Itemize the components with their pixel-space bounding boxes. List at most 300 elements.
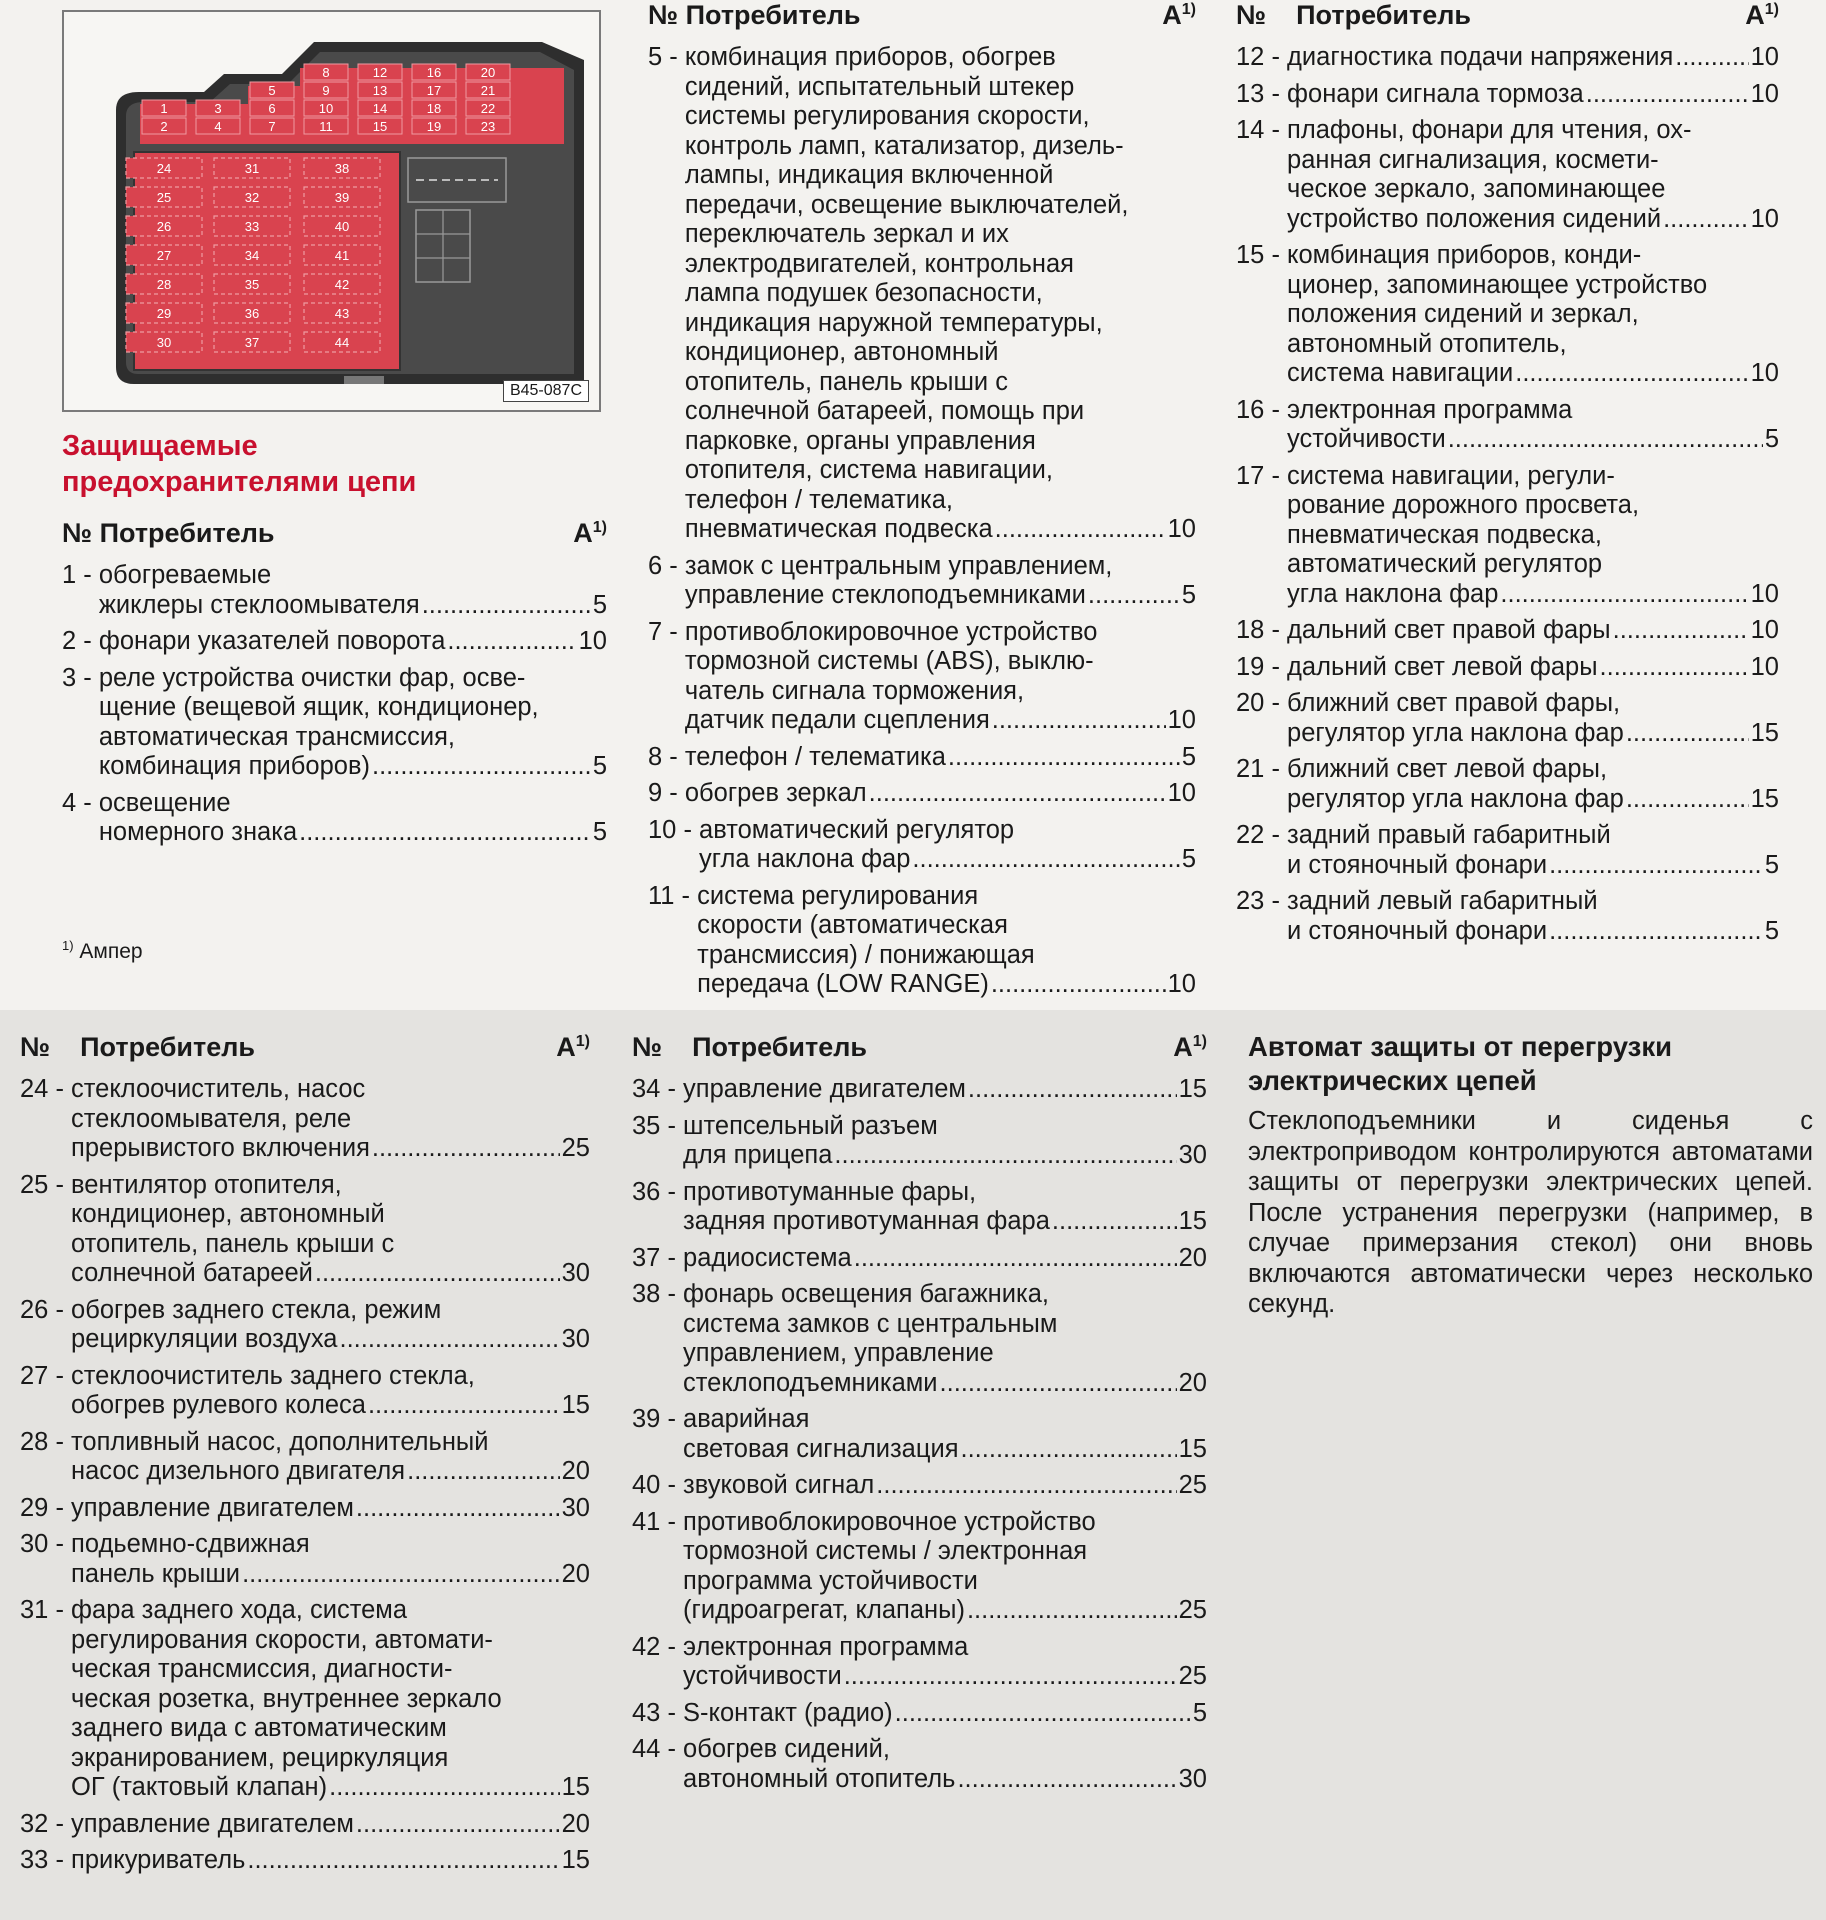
fuse-number-label: 33 [244,219,260,234]
fuse-number: 9 - [648,779,685,807]
fuse-entry [20,1810,590,1840]
fuse-number-label: 34 [244,248,260,263]
fuse-table-col2 [648,0,1196,1007]
fuse-number: 26 - [20,1295,72,1324]
fuse-description-line: жиклеры стеклоомывателя [98,590,420,619]
fuse-number: 27 - [20,1361,72,1390]
fuse-description-line: положения сидений и зеркал, [1287,300,1639,328]
fuse-amperage: 25 [1178,1662,1207,1690]
fuse-table-col4 [20,1032,590,1883]
fuse-entry [20,1075,590,1164]
fuse-number: 19 - [1236,652,1288,681]
fuse-number: 8 - [648,742,685,771]
header-label: № Потребитель [62,518,275,548]
fuse-entry [20,1494,590,1524]
fuse-number: 20 - [1236,689,1288,717]
fuse-description-line: тормозной системы / электронная [683,1537,1088,1565]
dot-leader [422,591,591,621]
fuse-description-line: чатель сигнала торможения, [684,676,1025,705]
header-label: № Потребитель [648,0,861,30]
fuse-amperage: 15 [1750,784,1779,813]
header-amp: $A^{1)}$ [1745,0,1779,30]
fuse-entry [648,882,1196,1000]
fuse-description-line: S-контакт (радио) [683,1698,893,1727]
fuse-entry [1236,462,1779,610]
fuse-description-line: реле устройства очистки фар, осве- [98,663,526,692]
fuse-number-label: 27 [156,248,172,263]
fuse-description-line: панель крыши [71,1559,241,1588]
fuse-description-line: отопителя, система навигации, [684,456,1053,484]
fuse-amperage: 15 [1178,1207,1207,1235]
fuse-table-col3 [1236,0,1779,953]
dot-leader [356,1810,560,1840]
fuse-description-line: прикуриватель [71,1846,246,1874]
fuse-number-label: 17 [426,83,442,98]
fuse-description-line: ческая трансмиссия, диагности- [71,1655,453,1683]
dot-leader [967,1596,1177,1626]
fuse-description-line: сидений, испытательный штекер [684,72,1075,101]
dot-leader [876,1471,1176,1501]
fuse-description-line: автоматическая трансмиссия, [98,722,455,751]
fuse-amperage: 20 [561,1457,590,1485]
fuse-number: 40 - [632,1471,684,1499]
fuse-box-diagram [64,12,599,410]
fuse-entry [1236,241,1779,389]
fuse-description-line: индикация наружной температуры, [684,308,1103,337]
fuse-number: 11 - [648,881,698,910]
fuse-number: 24 - [20,1075,72,1103]
fuse-number: 10 - [648,815,700,844]
fuse-entry [62,789,607,848]
fuse-description-line: противотуманные фары, [683,1177,977,1206]
fuse-amperage: 10 [1167,706,1196,734]
fuse-description-line: вентилятор отопителя, [71,1170,342,1199]
fuse-entry [648,743,1196,773]
fuse-amperage: 20 [561,1809,590,1838]
fuse-amperage: 20 [1178,1368,1207,1397]
fuse-number-label: 29 [156,306,172,321]
fuse-number-label: 30 [156,335,172,350]
figure-code: B45-087C [503,380,589,402]
fuse-table-col5 [632,1032,1207,1801]
dot-leader [957,1765,1176,1795]
fuse-entry [20,1428,590,1487]
dot-leader [1448,425,1763,455]
fuse-amperage: 5 [1764,425,1779,453]
fuse-number: 32 - [20,1809,72,1838]
fuse-number: 12 - [1236,43,1288,71]
header-amp: $A^{1)}$ [1173,1032,1207,1062]
fuse-number-label: 40 [334,219,350,234]
fuse-entry [62,664,607,782]
fuse-description-line: лампы, индикация включенной [684,161,1054,189]
header-amp: $A^{1)}$ [1162,0,1196,30]
fuse-description-line: контроль ламп, катализатор, дизель- [684,131,1124,160]
fuse-number: 33 - [20,1846,72,1874]
fuse-number-label: 43 [334,306,350,321]
fuse-description-line: диагностика подачи напряжения [1287,43,1674,71]
dot-leader [961,1435,1177,1465]
fuse-description-line: отопитель, панель крыши с [71,1229,395,1258]
fuse-amperage: 5 [1181,845,1196,873]
fuse-description-line: обогрев зеркал [684,779,867,807]
fuse-number: 42 - [632,1632,684,1661]
dot-leader [1549,917,1763,947]
fuse-description-line: автономный отопитель, [1287,329,1567,358]
section-title-line: Защищаемые [62,430,258,462]
fuse-description-line: фонари сигнала тормоза [1287,79,1584,108]
fuse-number: 41 - [632,1507,684,1536]
table-header [648,0,1196,31]
fuse-amperage: 20 [561,1559,590,1588]
fuse-amperage: 5 [1181,581,1196,609]
fuse-description-line: штепсельный разъем [683,1111,938,1140]
fuse-amperage: 25 [1178,1471,1207,1499]
fuse-number-label: 44 [334,335,350,350]
fuse-description-line: стеклоподъемниками [683,1368,938,1397]
fuse-number: 6 - [648,551,685,580]
fuse-entry [1236,689,1779,748]
dot-leader [1052,1207,1177,1237]
fuse-amperage: 10 [1750,579,1779,608]
fuse-amperage: 30 [1178,1141,1207,1169]
fuse-amperage: 30 [561,1493,590,1522]
dot-leader [854,1244,1177,1274]
fuse-description-line: обогрев сидений, [683,1735,891,1763]
fuse-entry [20,1171,590,1289]
fuse-number: 16 - [1236,395,1288,424]
fuse-number-label: 28 [156,277,172,292]
fuse-description-line: ОГ (тактовый клапан) [71,1773,328,1801]
fuse-description-line: система регулирования [697,881,979,910]
fuse-number: 5 - [648,43,685,71]
fuse-number-label: 22 [480,101,496,116]
fuse-number-label: 37 [244,335,260,350]
fuse-description-line: телефон / телематика, [684,485,953,514]
dot-leader [1515,359,1748,389]
fuse-entry [20,1296,590,1355]
dot-leader [844,1662,1177,1692]
fuse-description-line: номерного знака [98,818,298,846]
fuse-number: 14 - [1236,116,1288,144]
fuse-description-line: обогрев заднего стекла, режим [71,1295,442,1324]
fuse-description-line: освещение [98,788,231,817]
fuse-entry [632,1405,1207,1464]
fuse-number-label: 36 [244,306,260,321]
fuse-description-line: кондиционер, автономный [71,1200,385,1228]
fuse-number-label: 3 [214,101,222,116]
fuse-description-line: ранная сигнализация, космети- [1287,145,1659,174]
dot-leader [834,1141,1176,1171]
footnote: $^{1)}$ Ампер [62,938,143,963]
fuse-amperage: 10 [1750,616,1779,644]
breaker-title [1248,1030,1813,1098]
fuse-amperage: 5 [592,590,607,619]
dot-leader [299,818,591,848]
fuse-description-line: управление двигателем [683,1075,966,1103]
fuse-description-line: стеклоочиститель, насос [71,1075,366,1103]
dot-leader [372,1134,560,1164]
fuse-description-line: дальний свет правой фары [1287,616,1611,644]
breaker-title-line: Автомат защиты от перегрузки [1248,1031,1673,1062]
fuse-amperage: 10 [1167,970,1196,998]
fuse-entry [20,1846,590,1876]
fuse-description-line: телефон / телематика [684,742,946,771]
fuse-entry [648,552,1196,611]
fuse-number: 37 - [632,1243,684,1272]
fuse-description-line: подьемно-сдвижная [71,1530,310,1558]
dot-leader [1663,205,1749,235]
fuse-amperage: 30 [561,1325,590,1353]
fuse-amperage: 10 [1167,779,1196,807]
fuse-entry [62,561,607,620]
fuse-description-line: парковке, органы управления [684,426,1036,455]
fuse-entry [632,1075,1207,1105]
fuse-description-line: переключатель зеркал и их [684,220,1009,248]
breaker-text: Стеклоподъемники и сиденья с электроприводом контролируются автоматами защиты от перегрузки электрических цепей. После устранения перегрузки (например, в случае примерзания стекол) они вновь включаются автоматически через несколько секунд. [1248,1107,1813,1318]
fuse-number-label: 19 [426,119,442,134]
fuse-description-line: задний правый габаритный [1287,821,1611,849]
fuse-entry [632,1112,1207,1171]
fuse-number: 38 - [632,1280,684,1308]
fuse-entry [1236,80,1779,110]
fuse-amperage: 15 [1178,1075,1207,1103]
fuse-description-line: системы регулирования скорости, [684,102,1090,130]
dot-leader [992,706,1166,736]
fuse-amperage: 25 [561,1134,590,1162]
fuse-number: 2 - [62,627,99,655]
fuse-description-line: передача (LOW RANGE) [697,970,989,998]
dot-leader [1626,785,1749,815]
fuse-entry [632,1178,1207,1237]
fuse-entry [1236,755,1779,814]
fuse-number: 36 - [632,1177,684,1206]
fuse-description-line: тормозной системы (ABS), выклю- [684,647,1094,675]
fuse-entry [62,627,607,657]
fuse-description-line: кондиционер, автономный [684,338,999,366]
dot-leader [895,1699,1191,1729]
fuse-number-label: 5 [268,83,276,98]
table-header [1236,0,1779,31]
header-label: № Потребитель [20,1032,255,1062]
dot-leader [340,1325,560,1355]
fuse-description-line: управление стеклоподъемниками [684,581,1086,609]
fuse-number: 13 - [1236,79,1288,108]
fuse-entry [632,1280,1207,1398]
fuse-description-line: регулирования скорости, автомати- [71,1625,493,1654]
fuse-number-label: 15 [372,119,388,134]
fuse-amperage: 15 [561,1391,590,1419]
fuse-number-label: 11 [319,119,333,134]
fuse-entry [632,1508,1207,1626]
fuse-number-label: 16 [426,65,442,80]
fuse-amperage: 15 [1178,1434,1207,1463]
fuse-amperage: 10 [1167,515,1196,543]
fuse-description-line: управлением, управление [683,1339,994,1367]
fuse-number-label: 7 [268,119,276,134]
fuse-description-line: дальний свет левой фары [1287,652,1598,681]
fuse-number-label: 24 [156,161,172,176]
fuse-number: 1 - [62,561,99,589]
fuse-number-label: 1 [160,101,168,116]
fuse-description-line: автономный отопитель [683,1764,956,1793]
header-amp: $A^{1)}$ [573,518,607,548]
table-header [632,1032,1207,1063]
fuse-description-line: для прицепа [683,1141,833,1169]
fuse-entry [632,1633,1207,1692]
fuse-description-line: противоблокировочное устройство [683,1507,1096,1536]
fuse-description-line: скорости (автоматическая [697,911,1008,939]
fuse-description-line: и стояночный фонари [1287,850,1548,879]
fuse-description-line: управление двигателем [71,1493,354,1522]
fuse-amperage: 10 [1750,43,1779,71]
fuse-amperage: 15 [561,1773,590,1801]
dot-leader [372,752,591,782]
dot-leader [1675,43,1748,73]
fuse-description-line: топливный насос, дополнительный [71,1427,489,1456]
fuse-description-line: комбинация приборов, обогрев [684,43,1056,71]
fuse-description-line: регулятор угла наклона фар [1287,784,1624,813]
fuse-description-line: солнечной батареей, помощь при [684,397,1085,425]
fuse-description-line: передачи, освещение выключателей, [684,190,1129,219]
table-header [20,1032,590,1063]
dot-leader [869,779,1166,809]
fuse-number-label: 42 [334,277,350,292]
fuse-entry [20,1362,590,1421]
fuse-number: 15 - [1236,241,1288,269]
fuse-number: 22 - [1236,821,1288,849]
fuse-number-label: 41 [334,248,350,263]
dot-leader [356,1494,560,1524]
fuse-description-line: стеклоомывателя, реле [71,1104,352,1133]
header-label: № Потребитель [1236,0,1471,30]
fuse-description-line: обогрев рулевого колеса [71,1391,366,1419]
fuse-number-label: 20 [480,65,496,80]
fuse-description-line: замок с центральным управлением, [684,551,1113,580]
fuse-number: 23 - [1236,887,1288,915]
breaker-title-line: электрических цепей [1248,1065,1537,1096]
fuse-amperage: 15 [1750,718,1779,747]
fuse-number: 34 - [632,1075,684,1103]
fuse-description-line: система замков с центральным [683,1309,1058,1338]
fuse-description-line: автоматический регулятор [1287,550,1603,578]
fuse-description-line: устойчивости [683,1662,842,1690]
fuse-entry [1236,116,1779,234]
fuse-description-line: задний левый габаритный [1287,887,1598,915]
fuse-description-line: (гидроагрегат, клапаны) [683,1596,965,1624]
fuse-description-line: программа устойчивости [683,1566,978,1595]
fuse-number-label: 14 [372,101,388,116]
fuse-description-line: рование дорожного просвета, [1287,491,1640,519]
fuse-description-line: ционер, запоминающее устройство [1287,270,1708,299]
fuse-entry [1236,887,1779,946]
fuse-description-line: радиосистема [683,1243,852,1272]
fuse-number: 18 - [1236,616,1288,644]
dot-leader [1549,851,1763,881]
fuse-entry [1236,43,1779,73]
fuse-description-line: управление двигателем [71,1809,354,1838]
fuse-number-label: 26 [156,219,172,234]
fuse-amperage: 10 [1750,79,1779,108]
dot-leader [1088,581,1180,611]
fuse-amperage: 25 [1178,1596,1207,1624]
fuse-number: 17 - [1236,461,1288,490]
dot-leader [1600,653,1749,683]
fuse-number: 4 - [62,788,99,817]
fuse-entry [20,1596,590,1803]
fuse-description-line: ближний свет правой фары, [1287,689,1621,717]
dot-leader [1613,616,1749,646]
fuse-amperage: 30 [1178,1764,1207,1793]
dot-leader [912,845,1179,875]
fuse-amperage: 5 [592,752,607,780]
fuse-description-line: ческое зеркало, запоминающее [1287,175,1666,203]
fuse-number: 35 - [632,1111,684,1140]
fuse-description-line: заднего вида с автоматическим [71,1714,447,1742]
fuse-description-line: экранированием, рециркуляция [71,1743,449,1772]
table-header [62,518,607,549]
fuse-number-label: 21 [480,83,496,98]
fuse-description-line: фонари указателей поворота [98,627,446,655]
dot-leader [447,627,576,657]
fuse-description-line: аварийная [683,1405,810,1433]
fuse-amperage: 5 [1764,916,1779,945]
fuse-entry [20,1530,590,1589]
fuse-description-line: угла наклона фар [1287,579,1499,608]
dot-leader [315,1259,560,1289]
dot-leader [247,1846,559,1876]
fuse-number-label: 9 [322,83,330,98]
fuse-description-line: угла наклона фар [699,845,911,873]
fuse-description-line: противоблокировочное устройство [684,617,1098,646]
fuse-description-line: щение (вещевой ящик, кондиционер, [98,693,539,721]
fuse-amperage: 10 [1750,359,1779,387]
dot-leader [407,1457,560,1487]
fuse-amperage: 5 [1764,850,1779,879]
fuse-number: 30 - [20,1530,72,1558]
fuse-amperage: 20 [1178,1243,1207,1272]
fuse-amperage: 30 [561,1259,590,1287]
section-title [62,428,602,500]
fuse-number: 25 - [20,1170,72,1199]
fuse-amperage: 5 [1192,1698,1207,1727]
dot-leader [995,515,1166,545]
fuse-description-line: регулятор угла наклона фар [1287,718,1624,747]
fuse-number-label: 10 [318,101,334,116]
fuse-number: 3 - [62,663,99,692]
fuse-number: 21 - [1236,755,1288,783]
fuse-description-line: задняя противотуманная фара [683,1207,1050,1235]
fuse-amperage: 15 [561,1846,590,1874]
fuse-description-line: пневматическая подвеска, [1287,520,1602,549]
fuse-amperage: 5 [592,818,607,846]
fuse-description-line: трансмиссия) / понижающая [697,940,1035,969]
dot-leader [940,1369,1177,1399]
fuse-entry [648,618,1196,736]
fuse-description-line: фонарь освещения багажника, [683,1280,1049,1308]
fuse-description-line: световая сигнализация [683,1434,959,1463]
dot-leader [948,743,1180,773]
fuse-entry [632,1699,1207,1729]
fuse-description-line: фара заднего хода, система [71,1596,408,1624]
fuse-entry [1236,616,1779,646]
fuse-description-line: лампа подушек безопасности, [684,279,1043,307]
fuse-description-line: устойчивости [1287,425,1446,453]
fuse-description-line: ческая розетка, внутреннее зеркало [71,1684,502,1713]
fuse-entry [648,779,1196,809]
fuse-number: 44 - [632,1735,684,1763]
fuse-description-line: система навигации [1287,359,1514,387]
